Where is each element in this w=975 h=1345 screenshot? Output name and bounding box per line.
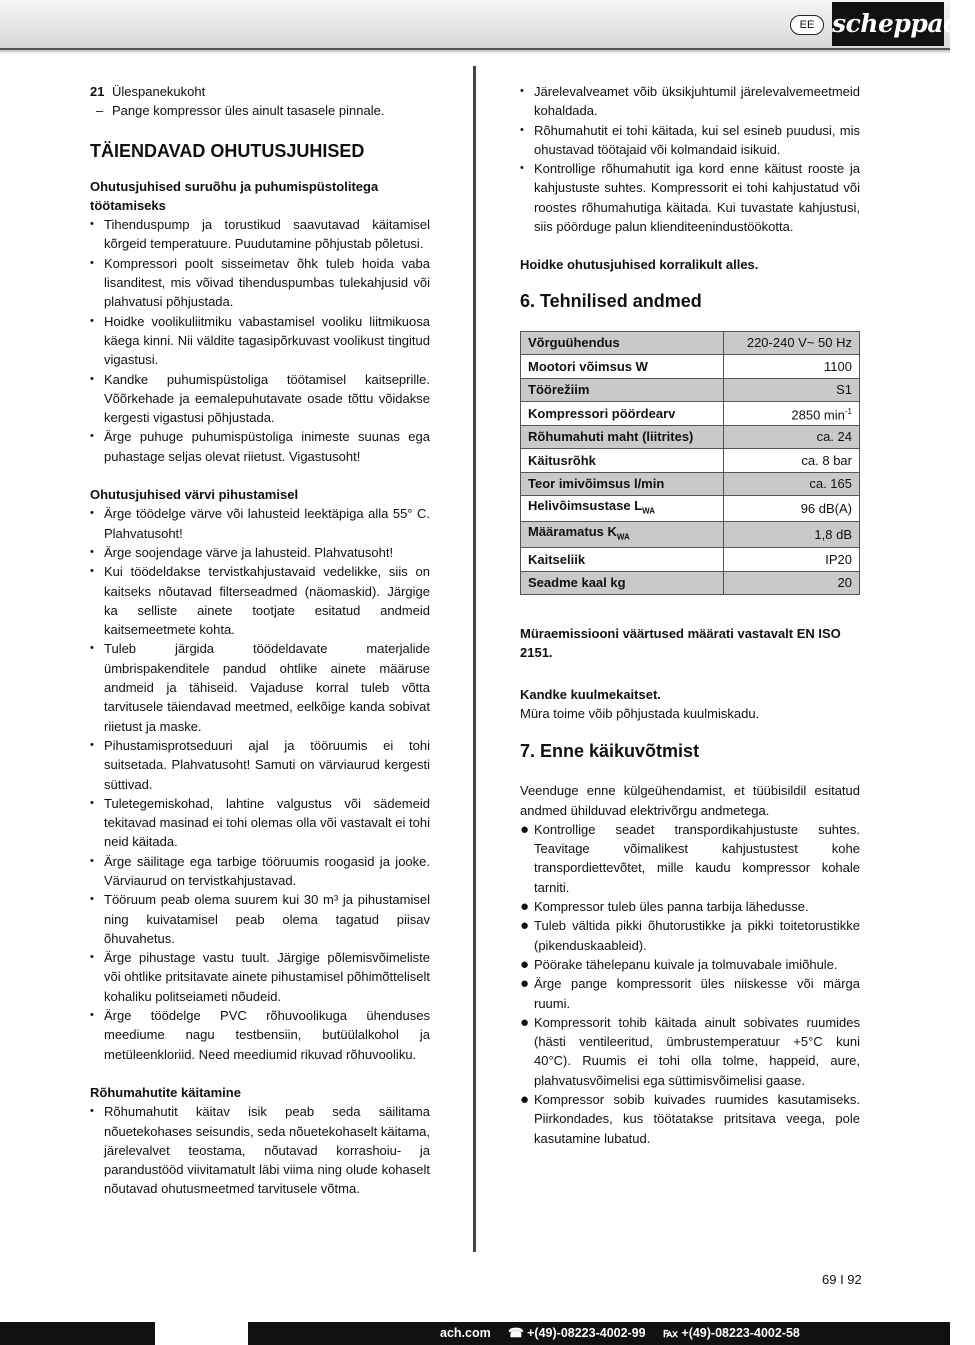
column-divider [473,66,476,1252]
list-item: • Kui töödeldakse tervistkahjustavaid vedelikke, siis on kaitseks nõutavad filterseadmed (näomaskid). Järgige ka selliste ainete tootjate esitatud andmeid kaitsemeetmete kohta. [90,562,430,639]
list-item: • Ärge pihustage vastu tuult. Järgige põlemisvõimeliste või ohtlike pritsitavate ainete pihustamisel põhimõtteliselt kohaliku politseiameti nõudeid. [90,948,430,1006]
bullet-icon: ● [520,820,530,838]
bullet-icon: • [90,545,94,558]
list-item: ● Kompressor sobib kuivades ruumides kasutamiseks. Piirkondades, kus töötatakse pritsitava veega, pole kasutamine lubatud. [520,1090,860,1148]
bullet-icon: • [520,123,524,136]
bullet-icon: ● [520,975,530,993]
list-item: • Kompressori poolt sisseimetav õhk tuleb hoida vaba lisanditest, mis võivad tihenduspumbas tulekahjusid või plahvatusi põhjustada. [90,254,430,312]
start-list [520,820,860,1148]
footer-site[interactable]: ach.com [440,1326,491,1340]
noise-note: Müraemissiooni väärtused määrati vastavalt EN ISO 2151. [520,626,841,661]
sec2-heading: Ohutusjuhised värvi pihustamisel [90,487,299,503]
bullet-icon: ● [520,898,530,916]
ear-heading: Kandke kuulmekaitset. [520,686,661,702]
brand-logo: scheppach [832,2,944,46]
bullet-icon: • [90,372,94,385]
table-row: Helivõimsustase $L_{WA}$ 96 dB(A) [521,496,860,522]
list-item: • Tööruum peab olema suurem kui 30 m³ ja pihustamisel ning kuivatamisel peab olema tagatud piisav õhuvahetus. [90,890,430,948]
section-title: TÄIENDAVAD OHUTUSJUHISED [90,140,365,161]
list-item: • Ärge säilitage ega tarbige tööruumis roogasid ja jooke. Värviaurud on tervistkahjustavad. [90,852,430,891]
table-row: Rõhumahuti maht (liitrites) ca. 24 [521,425,860,449]
bullet-icon: • [90,565,94,578]
table-row: Kaitseliik IP20 [521,548,860,572]
list-item: ● Kompressorit tohib käitada ainult sobivates ruumides (hästi ventileeritud, ümbrustemperatuur +5°C kuni 40°C). Ruumis ei tohi olla tolme, happeid, aure, plahvatusvõimelisi ega süttimisvõimelisi gaase. [520,1013,860,1090]
footer-bar [0,1322,950,1345]
footer-fax: ℻ +(49)-08223-4002-58 [663,1326,800,1340]
list-item: • Kandke puhumispüstoliga töötamisel kaitseprille. Võõrkehade ja eemalepuhutavate osade tõttu võidakse kergesti vigastusi põhjustada. [90,370,430,428]
page-number: 69 I 92 [822,1272,862,1287]
item-21-sub [90,101,430,120]
list-item: ● Kontrollige seadet transpordikahjustuste suhtes. Teavitage võimalikest kahjustustest kohe transpordiettevõtet, mille kaudu kompressor kohale tarniti. [520,820,860,897]
tech-title: 6. Tehnilised andmed [520,290,702,311]
bullet-icon: • [90,738,94,751]
bullet-icon: • [520,85,524,97]
table-row: Kompressori pöördearv 2850 $\min^{-1}$ [521,402,860,426]
list-item: ● Pöörake tähelepanu kuivale ja tolmuvabale imiõhule. [520,955,838,973]
list-item: • Tihenduspump ja torustikud saavutavad käitamisel kõrgeid temperatuure. Puudutamine põhjustab põletusi. [90,215,430,254]
sec1-list [90,215,430,466]
sec1-heading: Ohutusjuhised suruõhu ja puhumispüstolitega töötamiseks [90,178,379,213]
table-row: Teor imivõimsus l/min ca. 165 [521,472,860,496]
bullet-icon: ● [520,955,530,973]
bullet-icon: • [90,854,94,867]
sec3-list [90,1102,430,1198]
bullet-icon: • [90,796,94,809]
bullet-icon: • [90,893,94,906]
bullet-icon: • [90,507,94,520]
table-row: Seadme kaal kg 20 [521,571,860,595]
list-item: • Ärge töödelge PVC rõhuvoolikuga ühenduses meediume nagu testbensiin, butüülalkohol ja metüleenkloriid. Need meediumid rikuvad rõhuvooliku. [90,1006,430,1064]
continued-list [520,82,860,236]
bullet-icon: • [90,430,94,443]
start-title: 7. Enne käikuvõtmist [520,741,700,762]
list-item: • Pihustamisprotseduuri ajal ja tööruumis ei tohi suitsetada. Plahvatusoht! Samuti on värviaurud kergesti süttivad. [90,736,430,794]
start-intro: Veenduge enne külgeühendamist, et tüübisildil esitatud andmed ühilduvad elektrivõrgu andmetega. [520,783,860,818]
list-item: • Järelevalveamet võib üksikjuhtumil järelevalvemeetmeid kohaldada. [520,82,860,121]
list-item: • Rõhumahutit käitav isik peab seda säilitama nõuetekohases seisundis, seda nõuetekohaselt käitama, järelevalvet teostama, nõutavad korrashoiu- ja parandustööd viivitamatult läbi viima ning olude kohaselt nõutavad ohutusmeetmed tarvitusele võtma. [90,1102,430,1198]
footer-gap [155,1322,248,1345]
list-item: • Tuletegemiskohad, lahtine valgustus või sädemeid tekitavad masinad ei tohi olemas olla või vastavalt ei tohi neid käitada. [90,794,430,852]
bullet-icon: ● [520,1091,530,1109]
sec2-list [90,504,430,1064]
table-row: Käitusrõhk ca. 8 bar [521,449,860,473]
list-item: • Tuleb järgida töödeldavate materjalide ümbrispakenditele pandud ohtlike ainete määruse andmeid ja tähiseid. Vajaduse korral tuleb võtta tarvitusele täiendavad meetmed, eelkõige kanda sobivat riietust ja maske. [90,639,430,735]
bullet-icon: • [90,314,94,327]
right-column [520,82,860,1148]
left-column [90,82,430,1199]
bullet-icon: • [90,642,94,655]
ear-text: Müra toime võib põhjustada kuulmiskadu. [520,705,760,721]
table-row: Võrguühendus 220-240 V~ 50 Hz [521,331,860,355]
header-shadow [0,50,950,54]
item-21 [90,82,430,101]
bullet-icon: • [90,1009,94,1022]
spec-table [520,331,860,595]
bullet-icon: • [90,218,94,231]
footer-contact [440,1322,800,1345]
table-row: Määramatus $K_{WA}$ 1,8 dB [521,522,860,548]
item-number: 21 [90,84,105,99]
list-item: ● Ärge pange kompressorit üles niiskesse või märga ruumi. [520,974,860,1013]
item-sub-text: Pange kompressor üles ainult tasasele pinnale. [112,103,385,119]
bullet-icon: • [90,256,94,269]
list-item: • Kontrollige rõhumahutit iga kord enne käitust rooste ja kahjustuste suhtes. Kompressorit ei tohi kahjustatud või roostes rõhumahutiga käitada. Kui tuvastate kahjustusi, siis pöörduge palun klienditeenindustöökotta. [520,159,860,236]
list-item: • Ärge töödelge värve või lahusteid leektäpiga alla 55° C. Plahvatusoht! [90,504,430,543]
bullet-icon: • [520,162,524,175]
bullet-icon: ● [520,917,530,935]
table-row: Töörežiim S1 [521,378,860,402]
bullet-icon: • [90,1105,94,1118]
dash-icon: – [96,103,104,119]
list-item: ● Kompressor tuleb üles panna tarbija lähedusse. [520,898,809,916]
language-badge: EE [790,15,824,35]
list-item: • Rõhumahutit ei tohi käitada, kui sel esineb puudusi, mis ohustavad töötajaid või kolmandaid isikuid. [520,121,860,160]
list-item: • Hoidke voolikuliitmiku vabastamisel vooliku liitmikuosa käega kinni. Nii väldite tagasipõrkuvast voolikust tingitud vigastusi. [90,312,430,370]
list-item: ● Tuleb vältida pikki õhutorustikke ja pikki toitetorustikke (pikenduskaableid). [520,916,860,955]
bullet-icon: • [90,951,94,964]
bullet-icon: ● [520,1013,530,1031]
table-row: Mootori võimsus W 1100 [521,355,860,379]
list-item: • Ärge soojendage värve ja lahusteid. Plahvatusoht! [90,543,430,562]
sec3-heading: Rõhumahutite käitamine [90,1084,241,1100]
footer-phone: ☎ +(49)-08223-4002-99 [508,1326,646,1340]
keep-note: Hoidke ohutusjuhised korralikult alles. [520,257,759,273]
list-item: • Ärge puhuge puhumispüstoliga inimeste suunas ega puhastage seljas olevat riietust. Vigastusoht! [90,427,430,466]
item-label: Ülespanekukoht [112,84,206,99]
